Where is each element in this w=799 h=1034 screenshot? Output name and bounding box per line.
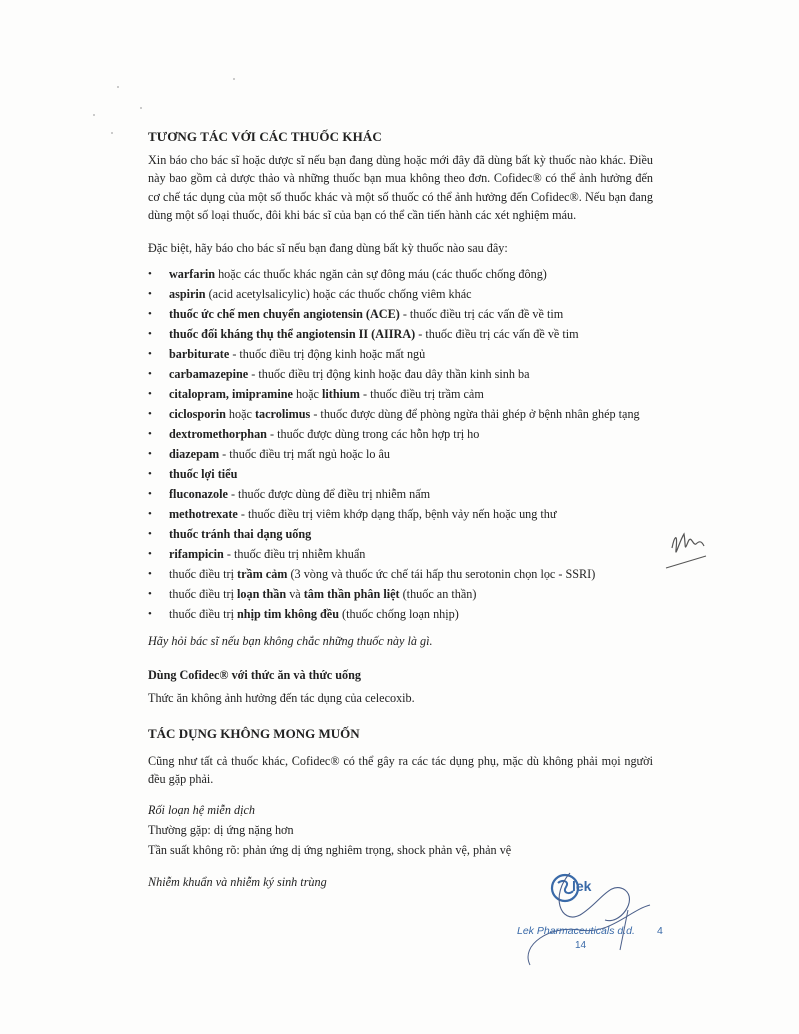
bullet-icon: • (148, 308, 152, 320)
drug-name: rifampicin (169, 547, 224, 561)
scan-speck (111, 132, 113, 134)
drug-description: (thuốc an thần) (399, 587, 477, 601)
drug-name: fluconazole (169, 487, 228, 501)
scan-speck (233, 78, 235, 80)
drug-description: - thuốc điều trị các vấn đề về tim (399, 307, 564, 321)
drug-description: - thuốc điều trị nhiễm khuẩn (223, 547, 366, 561)
scan-speck (93, 114, 95, 116)
drug-description: thuốc điều trị (169, 587, 238, 601)
bullet-icon: • (148, 468, 152, 480)
bullet-icon: • (148, 548, 152, 560)
drug-list-item (148, 605, 653, 624)
bullet-icon: • (148, 268, 152, 280)
initials-signature (660, 520, 720, 575)
drug-list-item (148, 345, 653, 364)
drug-description: - thuốc được dùng để điều trị nhiễm nấm (227, 487, 431, 501)
drug-description: - thuốc điều trị động kinh hoặc mất ngủ (229, 347, 426, 361)
bullet-icon: • (148, 608, 152, 620)
interactions-note: Hãy hỏi bác sĩ nếu bạn không chắc những thuốc này là gì. (148, 633, 433, 648)
drug-list-item (148, 585, 653, 604)
drug-list-item (148, 465, 653, 484)
drug-list-item (148, 445, 653, 464)
drug-list-item (148, 265, 653, 284)
bullet-icon: • (148, 448, 152, 460)
drug-list-item (148, 285, 653, 304)
drug-name: dextromethorphan (169, 427, 267, 441)
interactions-paragraph: Xin báo cho bác sĩ hoặc dược sĩ nếu bạn đang dùng hoặc mới đây đã dùng bất kỳ thuốc nào khác. Điều này bao gồm cả dược thảo và những thuốc bạn mua không theo đơn. Cofidec® có thể ảnh hưởng đến cơ chế tác dụng của một số thuốc khác và một số thuốc có thể ảnh hưởng đến Cofidec®. Nếu bạn đang dùng một số loại thuốc, đôi khi bác sĩ của bạn có thể cần tiến hành các xét nghiệm máu. (148, 152, 653, 222)
drug-name: carbamazepine (169, 367, 249, 381)
drug-name: thuốc ức chế men chuyển angiotensin (ACE) (169, 307, 400, 321)
drug-name: tâm thần phân liệt (303, 587, 400, 601)
section-title-interactions: TƯƠNG TÁC VỚI CÁC THUỐC KHÁC (148, 129, 382, 144)
drug-list-item (148, 365, 653, 384)
drug-description: hoặc các thuốc khác ngăn cản sự đông máu (các thuốc chống đông) (215, 267, 547, 281)
bullet-icon: • (148, 528, 152, 540)
drug-description: thuốc điều trị (169, 567, 238, 581)
drug-name: loạn thần (237, 587, 287, 601)
drug-name: diazepam (169, 447, 220, 461)
drug-name: barbiturate (169, 347, 230, 361)
stamp-logo-text: lek (572, 878, 592, 894)
drug-description: - thuốc điều trị mất ngủ hoặc lo âu (219, 447, 391, 461)
drug-list-item (148, 325, 653, 344)
drug-list-item (148, 305, 653, 324)
subheading-infections: Nhiễm khuẩn và nhiễm ký sinh trùng (148, 875, 327, 889)
drug-name: lithium (322, 387, 360, 401)
bullet-icon: • (148, 488, 152, 500)
drug-list-item (148, 565, 653, 584)
bullet-icon: • (148, 388, 152, 400)
drug-name: warfarin (169, 267, 216, 281)
immune-common: Thường gặp: dị ứng nặng hơn (148, 823, 294, 837)
bullet-icon: • (148, 288, 152, 300)
drug-description: - thuốc được dùng để phòng ngừa thải ghép ở bệnh nhân ghép tạng (310, 407, 640, 421)
drug-list-item (148, 425, 653, 444)
drug-name: trầm cảm (237, 567, 288, 581)
drug-list-item (148, 525, 653, 544)
side-effects-paragraph: Cũng như tất cả thuốc khác, Cofidec® có thể gây ra các tác dụng phụ, mặc dù không phải mọi người đều gặp phải. (148, 753, 653, 786)
stamp-company: Lek Pharmaceuticals d.d. (517, 925, 635, 937)
drug-name: thuốc lợi tiểu (169, 467, 238, 481)
scan-speck (140, 107, 142, 109)
drug-description: - thuốc điều trị trầm cảm (359, 387, 484, 401)
drug-name: methotrexate (169, 507, 238, 521)
immune-unknown: Tần suất không rõ: phản ứng dị ứng nghiêm trọng, shock phản vệ, phản vệ (148, 842, 512, 857)
bullet-icon: • (148, 408, 152, 420)
drug-list (148, 265, 653, 624)
scan-speck (117, 86, 119, 88)
bullet-icon: • (148, 568, 152, 580)
drug-list-item (148, 505, 653, 524)
drug-description: - thuốc điều trị động kinh hoặc đau dây thần kinh sinh ba (248, 367, 530, 381)
drug-list-item (148, 485, 653, 504)
drug-name: nhịp tim không đều (237, 607, 339, 621)
drug-list-item (148, 405, 653, 424)
bullet-icon: • (148, 508, 152, 520)
drug-description: (thuốc chống loạn nhịp) (338, 607, 459, 621)
bullet-icon: • (148, 368, 152, 380)
drug-description: hoặc (292, 387, 322, 401)
food-text: Thức ăn không ảnh hưởng đến tác dụng của celecoxib. (148, 690, 415, 705)
drug-name: citalopram, imipramine (169, 387, 293, 401)
stamp-suffix: 4 (657, 925, 663, 937)
drug-name: ciclosporin (169, 407, 226, 421)
drug-list-item (148, 545, 653, 564)
bullet-icon: • (148, 328, 152, 340)
drug-description: (acid acetylsalicylic) hoặc các thuốc chống viêm khác (205, 287, 472, 301)
section-title-food: Dùng Cofidec® với thức ăn và thức uống (148, 668, 361, 682)
drug-description: và (286, 587, 304, 601)
drug-description: hoặc (225, 407, 255, 421)
drug-list-item (148, 385, 653, 404)
drug-description: - thuốc được dùng trong các hỗn hợp trị ho (266, 427, 480, 441)
section-title-side-effects: TÁC DỤNG KHÔNG MONG MUỐN (148, 726, 360, 741)
drug-description: - thuốc điều trị viêm khớp dạng thấp, bệnh vảy nến hoặc ung thư (237, 507, 557, 521)
document-body (148, 128, 653, 894)
drug-description: thuốc điều trị (169, 607, 238, 621)
interactions-intro: Đặc biệt, hãy báo cho bác sĩ nếu bạn đang dùng bất kỳ thuốc nào sau đây: (148, 240, 508, 255)
drug-name: thuốc đối kháng thụ thể angiotensin II (AIIRA) (169, 327, 416, 341)
subheading-immune: Rối loạn hệ miễn dịch (148, 802, 255, 817)
drug-name: tacrolimus (254, 407, 311, 421)
drug-description: (3 vòng và thuốc ức chế tái hấp thu serotonin chọn lọc - SSRI) (287, 567, 596, 581)
page-number: 14 (575, 940, 587, 951)
drug-name: thuốc tránh thai dạng uống (169, 527, 312, 541)
drug-name: aspirin (169, 287, 206, 301)
bullet-icon: • (148, 588, 152, 600)
drug-description: - thuốc điều trị các vấn đề về tim (415, 327, 579, 341)
bullet-icon: • (148, 348, 152, 360)
bullet-icon: • (148, 428, 152, 440)
